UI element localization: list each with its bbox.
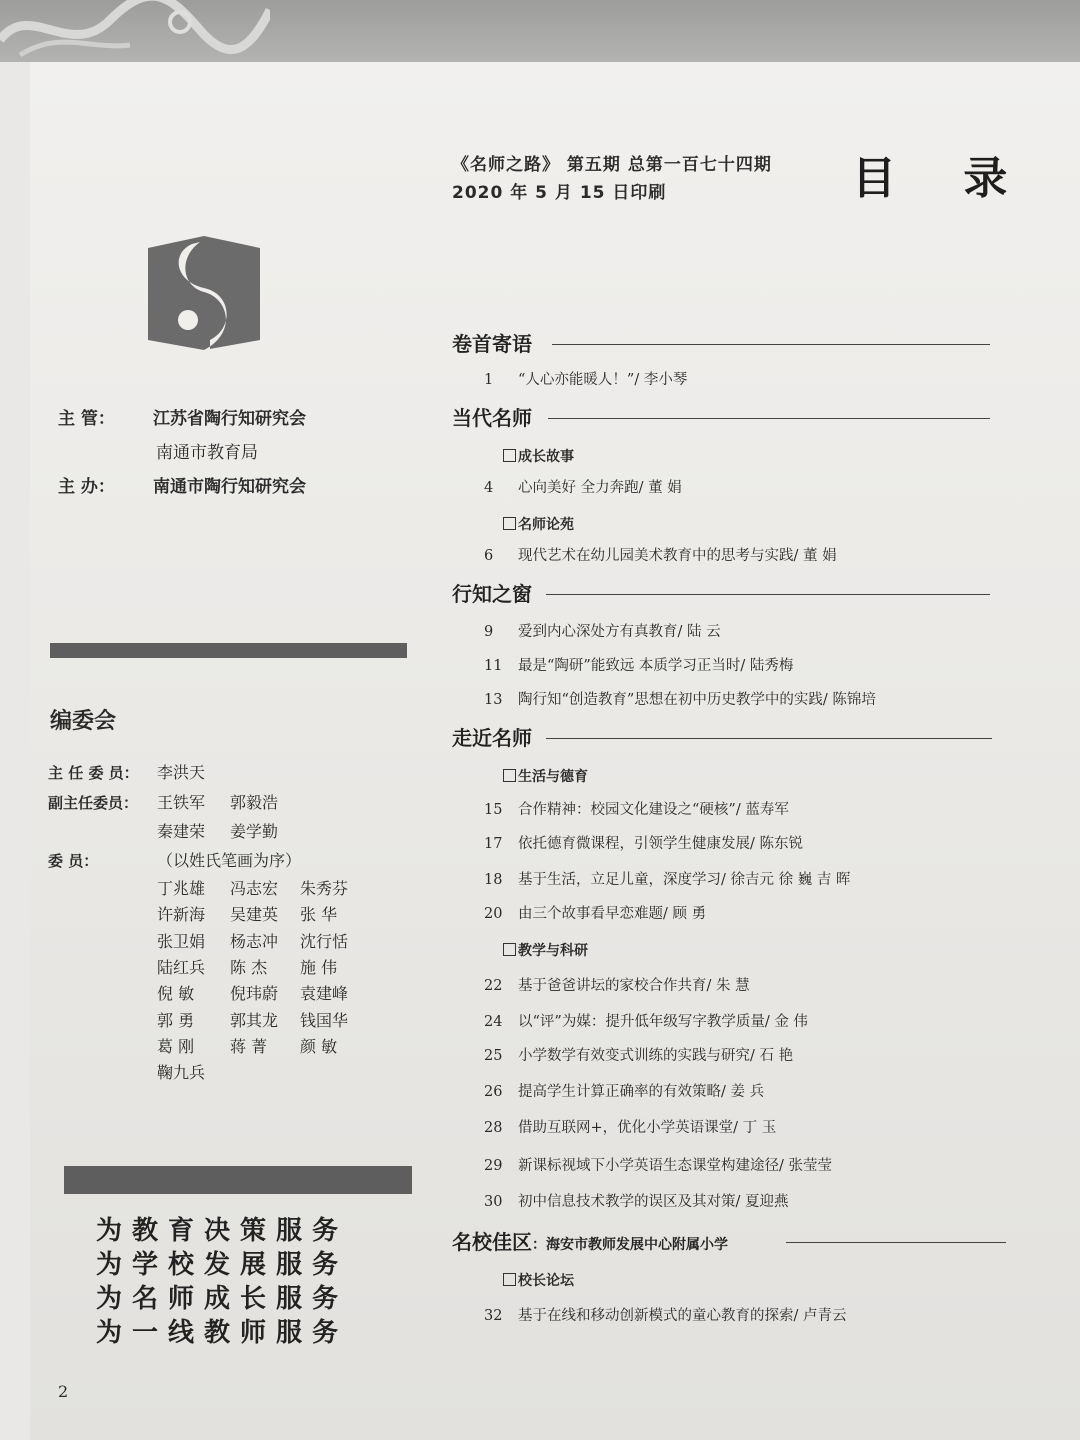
toc-entry bbox=[484, 1010, 808, 1031]
subsection-title: 校长论坛 bbox=[518, 1273, 574, 1289]
section-rule bbox=[546, 594, 990, 595]
section-rule bbox=[786, 1242, 1006, 1243]
toc-entry bbox=[484, 544, 837, 565]
toc-entry bbox=[484, 1154, 832, 1175]
toc-page-number: 9 bbox=[484, 624, 494, 640]
toc-entry bbox=[484, 476, 682, 497]
toc-entry bbox=[484, 688, 876, 709]
board-member: 颜 敏 bbox=[300, 1036, 338, 1056]
supervisor-label: 主 管： bbox=[58, 409, 115, 429]
toc-article-title: 初中信息技术教学的误区及其对策/ 夏迎燕 bbox=[518, 1194, 789, 1210]
magazine-logo bbox=[148, 236, 260, 350]
toc-article-title: 提高学生计算正确率的有效策略/ 姜 兵 bbox=[518, 1084, 765, 1100]
toc-entry bbox=[484, 1304, 847, 1325]
subsection-label bbox=[503, 514, 574, 534]
toc-entry bbox=[484, 974, 750, 995]
section-title: 行知之窗 bbox=[452, 582, 532, 606]
checkbox-square-icon bbox=[503, 449, 516, 462]
section-heading bbox=[452, 722, 532, 751]
toc-entry bbox=[484, 1044, 793, 1065]
board-member: 蒋 菁 bbox=[230, 1036, 268, 1056]
toc-page-number: 30 bbox=[484, 1194, 503, 1210]
toc-article-title: 现代艺术在幼儿园美术教育中的思考与实践/ 董 娟 bbox=[518, 548, 837, 564]
slogan-line: 为学校发展服务 bbox=[96, 1250, 349, 1280]
members-label: 委 员： bbox=[48, 852, 99, 870]
section-title: 走近名师 bbox=[452, 726, 532, 750]
section-subtitle: ：海安市教师发展中心附属小学 bbox=[532, 1237, 728, 1253]
toc-article-title: 陶行知“创造教育”思想在初中历史教学中的实践/ 陈锦培 bbox=[518, 692, 876, 708]
top-decorative-band bbox=[0, 0, 1080, 62]
board-member: 葛 刚 bbox=[157, 1036, 195, 1056]
board-member: 冯志宏 bbox=[230, 879, 279, 898]
director-label: 主 任 委 员： bbox=[48, 764, 139, 782]
toc-page-number: 13 bbox=[484, 692, 503, 708]
board-member: 鞠九兵 bbox=[157, 1063, 206, 1083]
section-heading bbox=[452, 328, 532, 357]
toc-article-title: 基于在线和移动创新模式的童心教育的探索/ 卢青云 bbox=[518, 1308, 847, 1324]
toc-page-number: 1 bbox=[484, 372, 494, 388]
slogan-line: 为一线教师服务 bbox=[96, 1318, 349, 1348]
divider-bar bbox=[64, 1166, 412, 1194]
toc-page-number: 26 bbox=[484, 1084, 503, 1100]
board-member: 沈行恬 bbox=[300, 931, 349, 951]
toc-article-title: 借助互联网+，优化小学英语课堂/ 丁 玉 bbox=[518, 1120, 777, 1136]
section-heading bbox=[452, 402, 532, 431]
toc-page-number: 4 bbox=[484, 480, 494, 496]
section-title: 当代名师 bbox=[452, 406, 532, 430]
sponsor-name: 南通市陶行知研究会 bbox=[153, 477, 306, 497]
board-member: 陈 杰 bbox=[230, 957, 268, 977]
toc-article-title: 基于生活，立足儿童，深度学习/ 徐吉元 徐 巍 吉 晖 bbox=[518, 872, 851, 888]
sponsor-label: 主 办： bbox=[58, 477, 115, 497]
toc-page-number: 22 bbox=[484, 978, 503, 994]
toc-article-title: 合作精神：校园文化建设之“硬核”/ 蓝寿军 bbox=[518, 802, 789, 818]
print-date: 2020 年 5 月 15 日印刷 bbox=[452, 183, 667, 203]
board-member: 郭 勇 bbox=[157, 1010, 195, 1030]
checkbox-square-icon bbox=[503, 1273, 516, 1286]
board-member: 袁建峰 bbox=[300, 984, 349, 1004]
board-member: 朱秀芬 bbox=[300, 879, 349, 898]
board-member: 秦建荣 bbox=[157, 822, 206, 841]
subsection-label bbox=[503, 1270, 574, 1290]
toc-article-title: 心向美好 全力奔跑/ 董 娟 bbox=[518, 480, 682, 496]
subsection-title: 教学与科研 bbox=[518, 943, 588, 959]
toc-article-title: 以“评”为媒：提升低年级写字教学质量/ 金 伟 bbox=[518, 1014, 808, 1030]
board-member: 吴建英 bbox=[230, 905, 279, 925]
board-member: 王铁军 bbox=[157, 793, 206, 812]
toc-entry bbox=[484, 368, 687, 389]
toc-page-number: 24 bbox=[484, 1014, 503, 1030]
slogan-line: 为教育决策服务 bbox=[96, 1216, 349, 1246]
section-heading bbox=[452, 1226, 728, 1255]
toc-page-number: 25 bbox=[484, 1048, 503, 1064]
section-title: 卷首寄语 bbox=[452, 332, 532, 356]
toc-article-title: 依托德育微课程，引领学生健康发展/ 陈东锐 bbox=[518, 836, 803, 852]
toc-page-number: 11 bbox=[484, 658, 503, 674]
subsection-title: 生活与德育 bbox=[518, 769, 588, 785]
members-note: （以姓氏笔画为序） bbox=[157, 851, 302, 870]
toc-entry bbox=[484, 654, 793, 675]
divider-bar bbox=[50, 643, 407, 658]
toc-entry bbox=[484, 798, 789, 819]
board-member: 姜学勤 bbox=[230, 822, 279, 841]
toc-entry bbox=[484, 1190, 789, 1211]
toc-article-title: 小学数学有效变式训练的实践与研究/ 石 艳 bbox=[518, 1048, 794, 1064]
toc-entry bbox=[484, 902, 706, 923]
supervisor-2: 南通市教育局 bbox=[156, 443, 258, 463]
board-member: 郭毅浩 bbox=[230, 793, 279, 812]
subsection-label bbox=[503, 766, 588, 786]
board-member: 施 伟 bbox=[300, 957, 338, 977]
section-rule bbox=[548, 418, 990, 419]
toc-article-title: 爱到内心深处方有真教育/ 陆 云 bbox=[518, 624, 721, 640]
board-member: 陆红兵 bbox=[157, 957, 206, 977]
board-member: 郭其龙 bbox=[230, 1010, 279, 1030]
checkbox-square-icon bbox=[503, 517, 516, 530]
director-name: 李洪天 bbox=[157, 763, 206, 782]
toc-page-number: 20 bbox=[484, 906, 503, 922]
toc-page-number: 28 bbox=[484, 1120, 503, 1136]
toc-page-number: 32 bbox=[484, 1308, 503, 1324]
toc-entry bbox=[484, 620, 721, 641]
checkbox-square-icon bbox=[503, 769, 516, 782]
toc-page-number: 6 bbox=[484, 548, 494, 564]
supervisor-1: 江苏省陶行知研究会 bbox=[153, 409, 306, 429]
toc-entry bbox=[484, 1080, 764, 1101]
slogan-line: 为名师成长服务 bbox=[96, 1284, 349, 1314]
board-member: 张 华 bbox=[300, 905, 338, 925]
toc-article-title: 新课标视域下小学英语生态课堂构建途径/ 张莹莹 bbox=[518, 1158, 832, 1174]
toc-page-number: 29 bbox=[484, 1158, 503, 1174]
board-member: 倪玮蔚 bbox=[230, 984, 279, 1004]
toc-article-title: 基于爸爸讲坛的家校合作共育/ 朱 慧 bbox=[518, 978, 750, 994]
checkbox-square-icon bbox=[503, 943, 516, 956]
toc-title: 目 录 bbox=[852, 153, 1034, 204]
toc-page-number: 18 bbox=[484, 872, 503, 888]
section-rule bbox=[552, 344, 990, 345]
toc-article-title: 由三个故事看早恋难题/ 顾 勇 bbox=[518, 906, 707, 922]
subsection-label bbox=[503, 940, 588, 960]
board-member: 钱国华 bbox=[300, 1010, 349, 1030]
board-member: 许新海 bbox=[157, 905, 206, 925]
toc-entry bbox=[484, 1116, 776, 1137]
toc-article-title: 最是“陶研”能致远 本质学习正当时/ 陆秀梅 bbox=[518, 658, 794, 674]
subsection-label bbox=[503, 446, 574, 466]
vice-director-label: 副主任委员： bbox=[48, 794, 139, 812]
section-heading bbox=[452, 578, 532, 607]
section-title: 名校佳区 bbox=[452, 1230, 532, 1254]
board-member: 丁兆雄 bbox=[157, 879, 206, 898]
board-title: 编委会 bbox=[50, 709, 117, 734]
issue-line: 《名师之路》 第五期 总第一百七十四期 bbox=[452, 155, 772, 175]
toc-page-number: 15 bbox=[484, 802, 503, 818]
subsection-title: 名师论苑 bbox=[518, 517, 574, 533]
toc-entry bbox=[484, 868, 850, 889]
swirl-ornament bbox=[0, 0, 270, 60]
board-member: 杨志冲 bbox=[230, 931, 279, 951]
toc-page-number: 17 bbox=[484, 836, 503, 852]
page-number: 2 bbox=[58, 1382, 69, 1401]
section-rule bbox=[546, 738, 992, 739]
subsection-title: 成长故事 bbox=[518, 449, 574, 465]
board-member: 张卫娟 bbox=[157, 931, 206, 951]
board-member: 倪 敏 bbox=[157, 984, 195, 1004]
toc-entry bbox=[484, 832, 803, 853]
toc-article-title: “人心亦能暖人！”/ 李小琴 bbox=[518, 372, 688, 388]
